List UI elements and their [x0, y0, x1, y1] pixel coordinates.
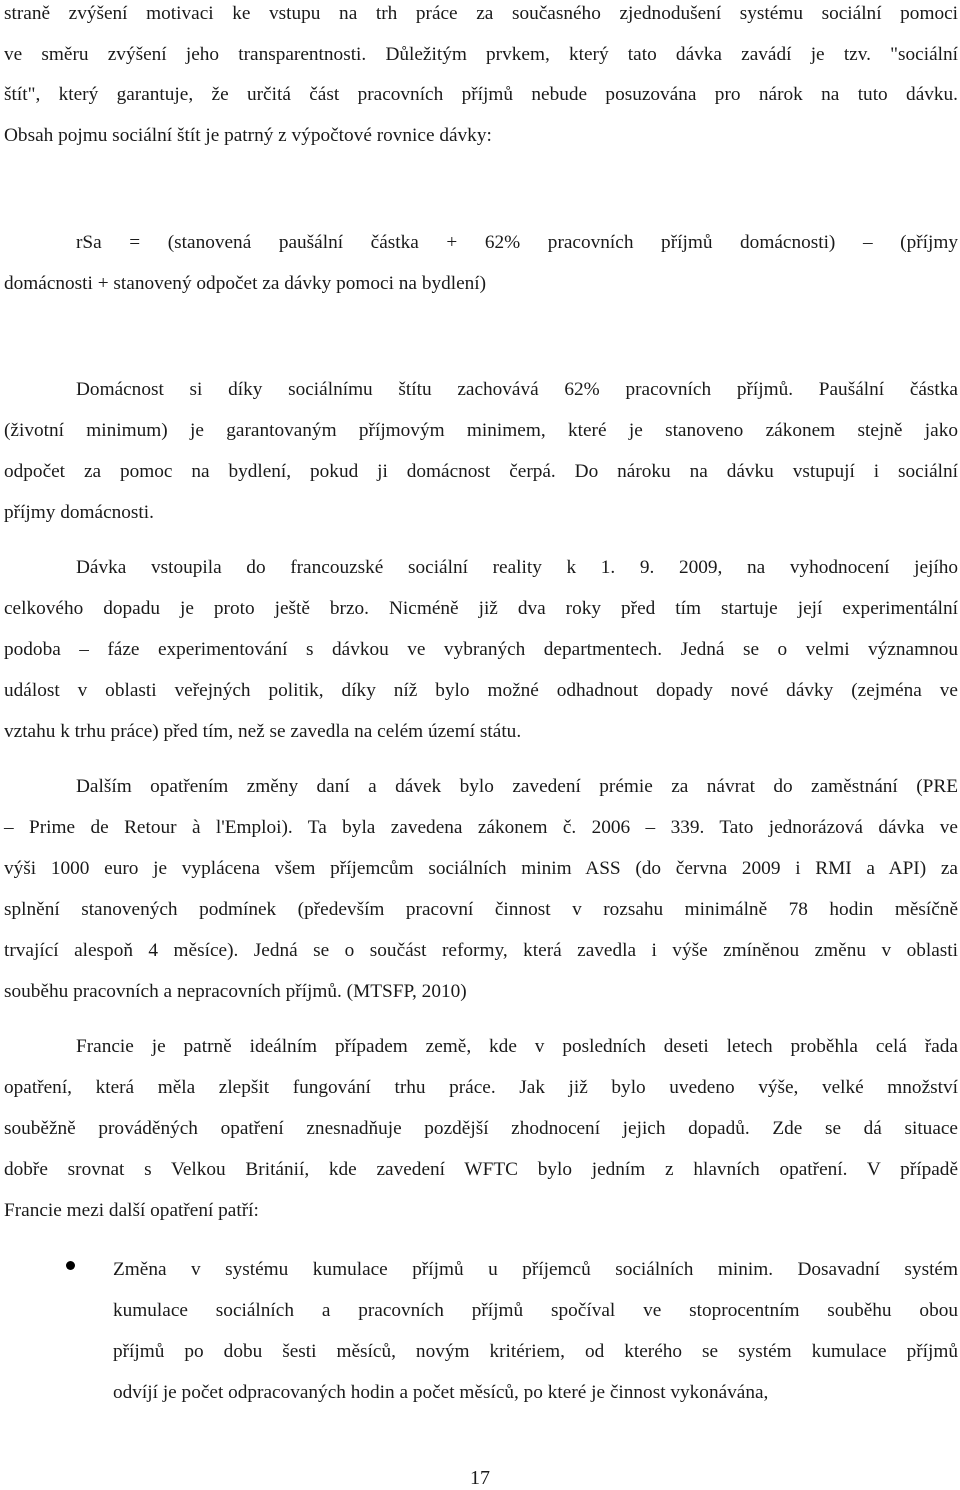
text-line: (životní minimum) je garantovaným příjmovým minimem, které je stanoveno zákonem stejně jako — [4, 420, 958, 441]
text-line: souběhu pracovních a nepracovních příjmů. (MTSFP, 2010) — [4, 981, 467, 1002]
text-line: splnění stanovených podmínek (především pracovní činnost v rozsahu minimálně 78 hodin měsíčně — [4, 899, 958, 920]
text-line: opatření, která měla zlepšit fungování trhu práce. Jak již bylo uvedeno výše, velké množství — [4, 1077, 958, 1098]
bullet-dot-icon — [66, 1261, 75, 1270]
text-line: – Prime de Retour à l'Emploi). Ta byla zavedena zákonem č. 2006 – 339. Tato jednorázová dávka ve — [4, 817, 958, 838]
text-line: výši 1000 euro je vyplácena všem příjemcům sociálních minim ASS (do června 2009 i RMI a API) za — [4, 858, 958, 879]
bullet-line: kumulace sociálních a pracovních příjmů spočíval ve stoprocentním souběhu obou — [113, 1300, 958, 1321]
text-line: podoba – fáze experimentování s dávkou ve vybraných departmentech. Jedná se o velmi významnou — [4, 639, 958, 660]
text-line: celkového dopadu je proto ještě brzo. Nicméně již dva roky před tím startuje její experimentální — [4, 598, 958, 619]
text-line: odpočet za pomoc na bydlení, pokud ji domácnost čerpá. Do nároku na dávku vstupují i sociální — [4, 461, 958, 482]
text-line: štít", který garantuje, že určitá část pracovních příjmů nebude posuzována pro nárok na tuto dávku. — [4, 84, 958, 105]
text-line: příjmy domácnosti. — [4, 502, 154, 523]
text-line: Francie mezi další opatření patří: — [4, 1200, 259, 1221]
bullet-line: Změna v systému kumulace příjmů u příjemců sociálních minim. Dosavadní systém — [113, 1259, 958, 1280]
text-line: Francie je patrně ideálním případem země, kde v posledních deseti letech proběhla celá řada — [76, 1036, 958, 1057]
text-line: dobře srovnat s Velkou Británií, kde zavedení WFTC bylo jedním z hlavních opatření. V případě — [4, 1159, 958, 1180]
text-line: Dalším opatřením změny daní a dávek bylo zavedení prémie za návrat do zaměstnání (PRE — [76, 776, 958, 797]
text-line: Obsah pojmu sociální štít je patrný z výpočtové rovnice dávky: — [4, 125, 492, 146]
text-line: vztahu k trhu práce) před tím, než se zavedla na celém území státu. — [4, 721, 522, 742]
formula-line: rSa = (stanovená paušální částka + 62% pracovních příjmů domácnosti) – (příjmy — [76, 232, 958, 253]
text-line: ve směru zvýšení jeho transparentnosti. Důležitým prvkem, který tato dávka zavádí je tzv. "sociální — [4, 44, 958, 65]
text-line: Domácnost si díky sociálnímu štítu zachovává 62% pracovních příjmů. Paušální částka — [76, 379, 958, 400]
text-line: Dávka vstoupila do francouzské sociální reality k 1. 9. 2009, na vyhodnocení jejího — [76, 557, 958, 578]
bullet-line: odvíjí je počet odpracovaných hodin a počet měsíců, po které je činnost vykonávána, — [113, 1382, 769, 1403]
formula-line: domácnosti + stanovený odpočet za dávky pomoci na bydlení) — [4, 273, 487, 294]
page-number: 17 — [470, 1467, 490, 1489]
text-line: souběžně prováděných opatření znesnadňuje pozdější zhodnocení jejich dopadů. Zde se dá situace — [4, 1118, 958, 1139]
text-line: straně zvýšení motivaci ke vstupu na trh práce za současného zjednodušení systému sociální pomoci — [4, 3, 958, 24]
bullet-line: příjmů po dobu šesti měsíců, novým kritériem, od kterého se systém kumulace příjmů — [113, 1341, 958, 1362]
text-line: událost v oblasti veřejných politik, díky níž bylo možné odhadnout dopady nové dávky (zejména ve — [4, 680, 958, 701]
text-line: trvající alespoň 4 měsíce). Jedná se o součást reformy, která zavedla i výše zmíněnou změnu v oblasti — [4, 940, 958, 961]
